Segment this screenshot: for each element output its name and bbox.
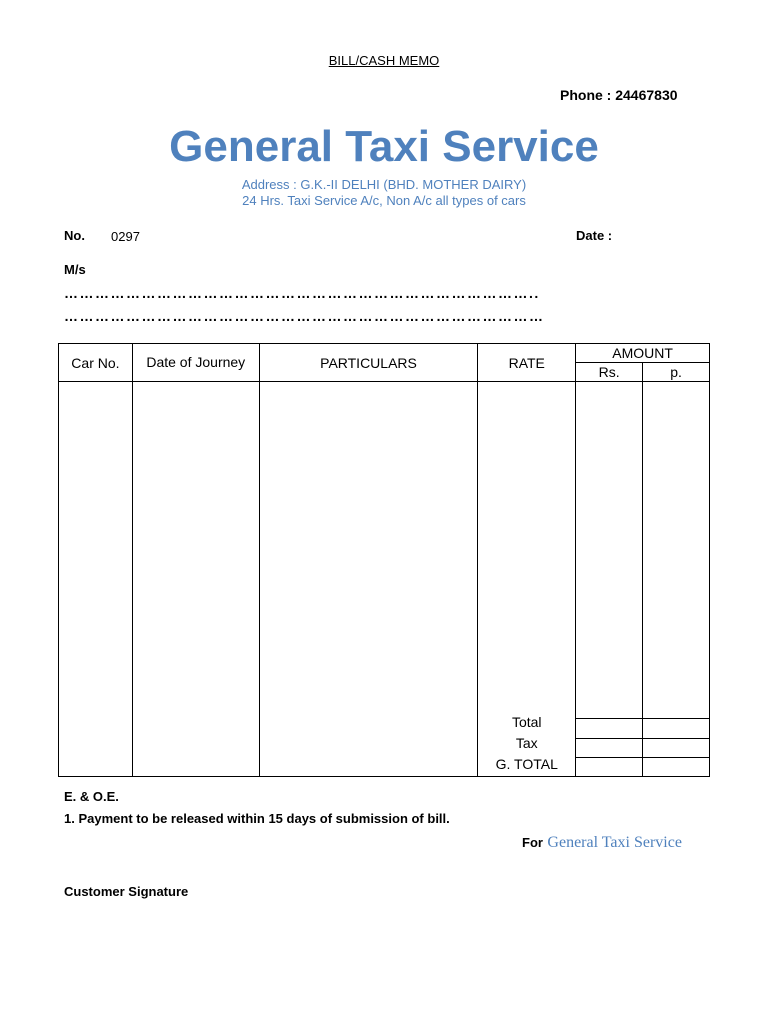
total-rs-cell (576, 719, 643, 739)
company-name: General Taxi Service (169, 122, 599, 171)
date-column (132, 382, 259, 777)
particulars-column (259, 382, 478, 777)
tax-rs-cell (576, 739, 643, 758)
customer-signature-label: Customer Signature (64, 884, 189, 899)
address-line-2: 24 Hrs. Taxi Service A/c, Non A/c all types of cars (242, 193, 526, 208)
bill-table (58, 343, 710, 777)
customer-name-line: ……………………………………………………………………………….. (64, 285, 540, 301)
address-line-1: Address : G.K.-II DELHI (BHD. MOTHER DAIRY) (241, 177, 527, 192)
grand-total-p-cell (643, 758, 710, 777)
car-no-column (59, 382, 133, 777)
p-column (643, 382, 710, 719)
tax-p-cell (643, 739, 710, 758)
header-p: p. (643, 363, 710, 382)
customer-address-line: ………………………………………………………………………………… (64, 308, 545, 324)
header-particulars: PARTICULARS (259, 344, 478, 382)
for-company-name: General Taxi Service (547, 834, 682, 851)
header-date-of-journey: Date of Journey (132, 344, 259, 382)
memo-heading: BILL/CASH MEMO (328, 53, 440, 68)
eoe-note: E. & O.E. (64, 789, 119, 804)
bill-no-value: 0297 (111, 229, 140, 244)
grand-total-rs-cell (576, 758, 643, 777)
header-rate: RATE (478, 344, 576, 382)
bill-no-label: No. (64, 228, 85, 243)
total-p-cell (643, 719, 710, 739)
tax-label: Tax (515, 735, 538, 751)
totals-labels (478, 382, 576, 777)
header-rs: Rs. (576, 363, 643, 382)
for-label: For (522, 835, 543, 850)
date-label: Date : (576, 228, 613, 243)
payment-note: 1. Payment to be released within 15 days of submission of bill. (64, 811, 450, 826)
for-company-signature (522, 834, 682, 852)
header-amount: AMOUNT (576, 344, 710, 363)
grand-total-label: G. TOTAL (495, 756, 558, 772)
header-car-no: Car No. (59, 344, 133, 382)
ms-label: M/s (64, 262, 86, 277)
company-address (0, 177, 768, 209)
total-label: Total (511, 714, 542, 730)
rs-column (576, 382, 643, 719)
phone-number: Phone : 24467830 (560, 87, 678, 103)
